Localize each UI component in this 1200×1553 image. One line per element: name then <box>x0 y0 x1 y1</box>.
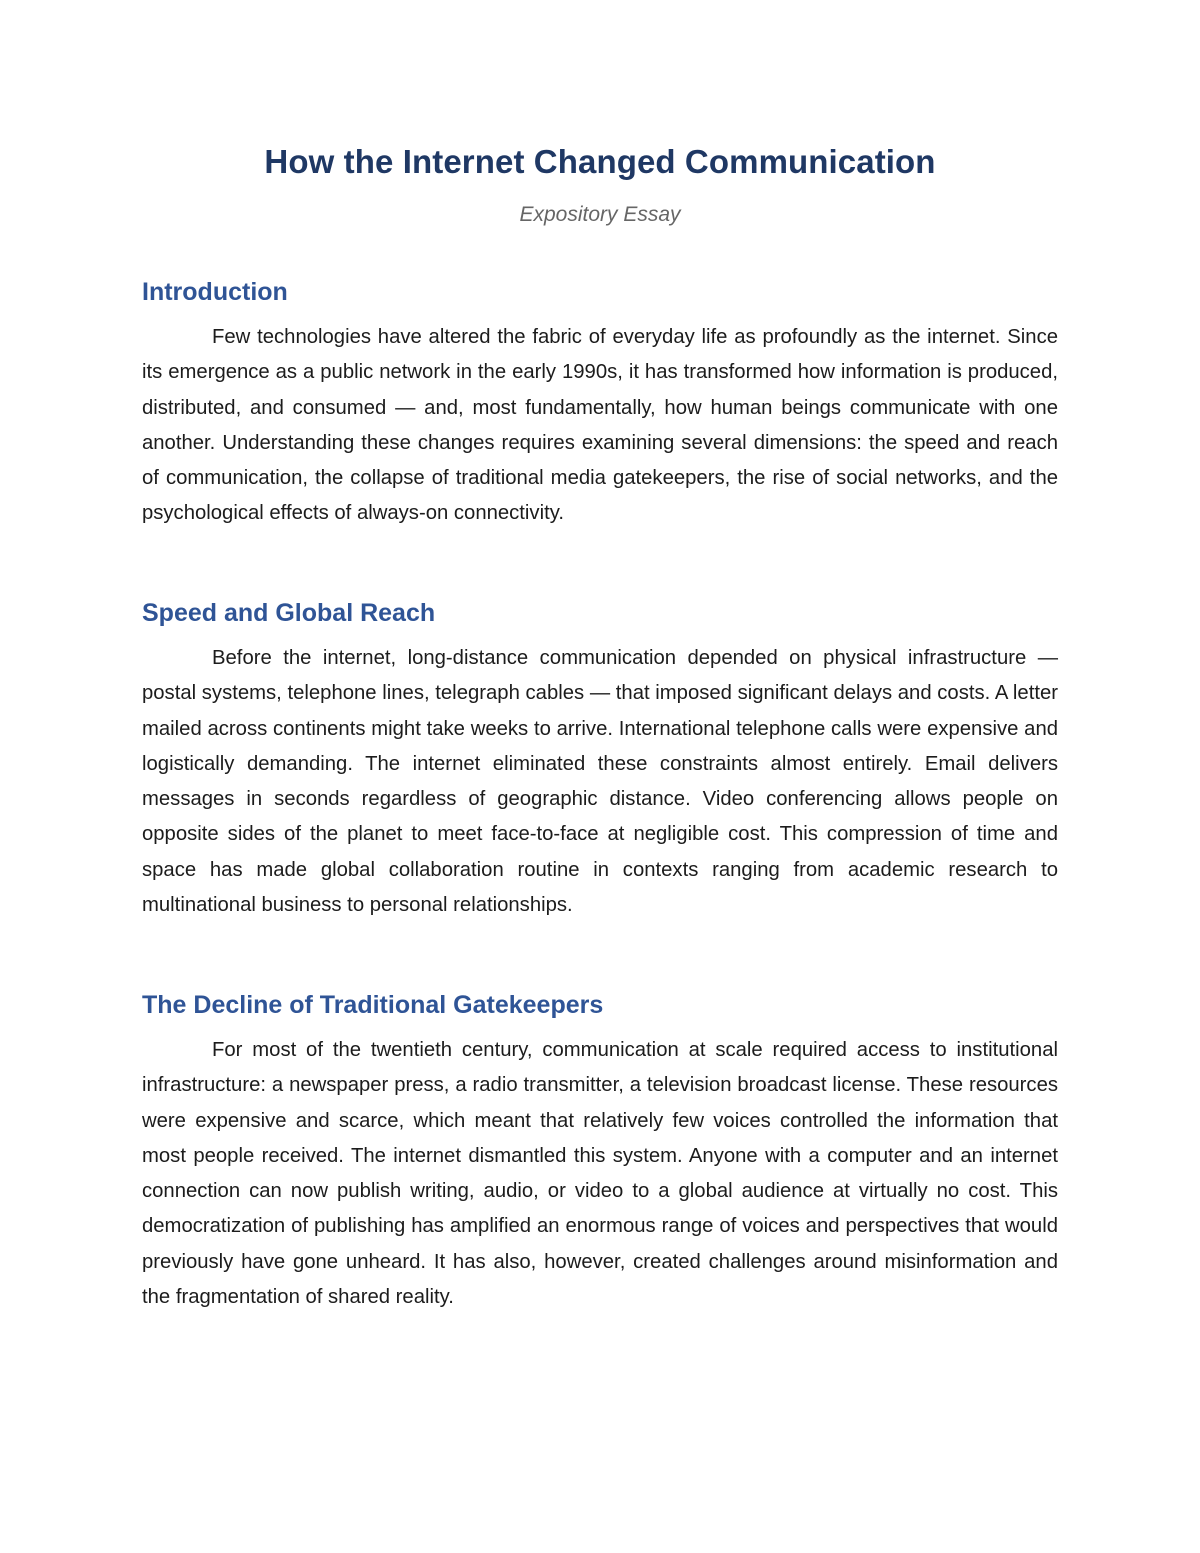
document-title: How the Internet Changed Communication <box>264 143 936 180</box>
section-introduction <box>142 275 1058 532</box>
section-paragraph: Before the internet, long-distance communication depended on physical infrastructure — postal systems, telephone lines, telegraph cables — that imposed significant delays and costs. A letter mailed across continents might take weeks to arrive. International telephone calls were expensive and logistically demanding. The internet eliminated these constraints almost entirely. Email delivers messages in seconds regardless of geographic distance. Video conferencing allows people on opposite sides of the planet to meet face-to-face at negligible cost. This compression of time and space has made global collaboration routine in contexts ranging from academic research to multinational business to personal relationships. <box>142 647 1058 917</box>
section-speed-and-global-reach <box>142 596 1058 923</box>
section-paragraph: For most of the twentieth century, communication at scale required access to institutional infrastructure: a newspaper press, a radio transmitter, a television broadcast license. These resources were expensive and scarce, which meant that relatively few voices controlled the information that most people received. The internet dismantled this system. Anyone with a computer and an internet connection can now publish writing, audio, or video to a global audience at virtually no cost. This democratization of publishing has amplified an enormous range of voices and perspectives that would previously have gone unheard. It has also, however, created challenges around misinformation and the fragmentation of shared reality. <box>142 1039 1058 1309</box>
section-heading: Introduction <box>142 278 288 306</box>
section-heading: The Decline of Traditional Gatekeepers <box>142 991 604 1019</box>
section-decline-of-gatekeepers <box>142 988 1058 1315</box>
document-subtitle: Expository Essay <box>519 203 681 226</box>
section-heading: Speed and Global Reach <box>142 599 436 627</box>
section-paragraph: Few technologies have altered the fabric of everyday life as profoundly as the internet. Since its emergence as a public network in the early 1990s, it has transformed how information is produced, distributed, and consumed — and, most fundamentally, how human beings communicate with one another. Understanding these changes requires examining several dimensions: the speed and reach of communication, the collapse of traditional media gatekeepers, the rise of social networks, and the psychological effects of always-on connectivity. <box>142 326 1058 525</box>
